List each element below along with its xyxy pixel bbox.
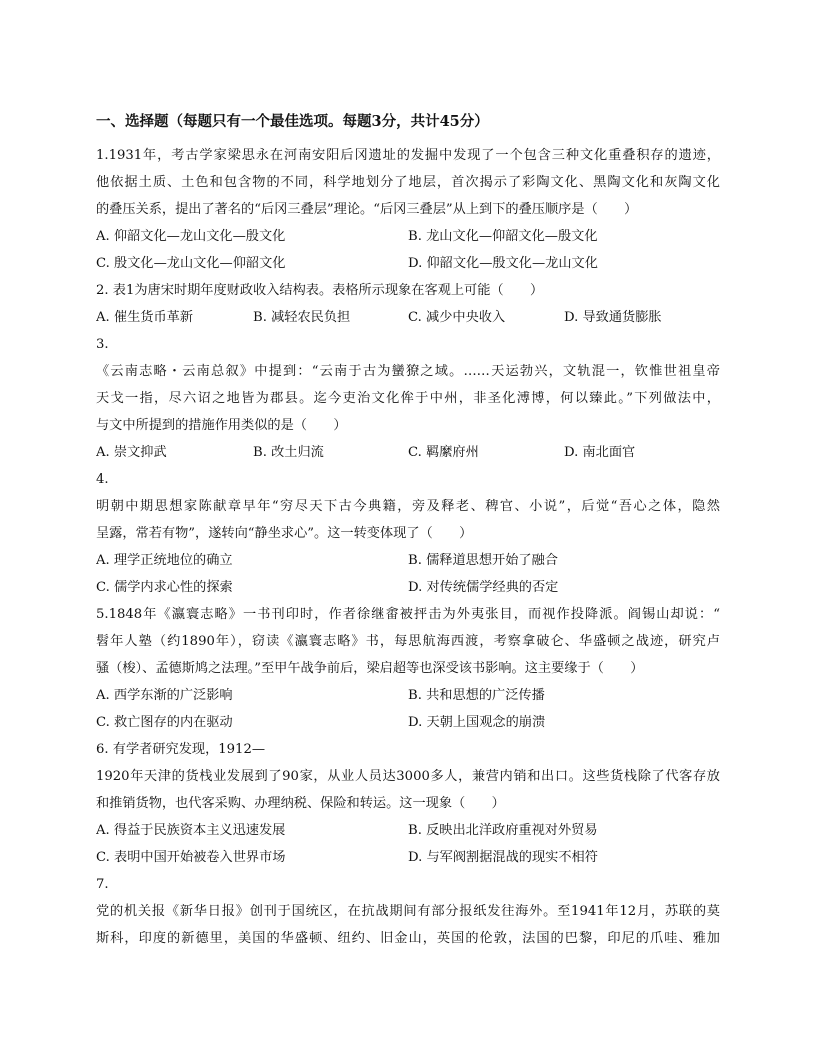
question-2-option-d[interactable]: D. 导致通货膨胀 — [564, 310, 662, 325]
question-6-option-b[interactable]: B. 反映出北洋政府重视对外贸易 — [408, 823, 598, 838]
question-3-line-1: 《云南志略・云南总叙》中提到：“云南于古为蠻獠之域。……天运勃兴，文轨混一，钦惟世祖皇帝 — [96, 364, 720, 379]
question-4-options-row-2 — [96, 578, 720, 605]
question-3-option-d[interactable]: D. 南北面官 — [564, 445, 636, 460]
question-6-option-d[interactable]: D. 与军阀割据混战的现实不相符 — [408, 850, 598, 865]
question-1-options-row-2 — [96, 254, 720, 281]
question-3-options-row — [96, 443, 720, 470]
question-1-option-d[interactable]: D. 仰韶文化—殷文化—龙山文化 — [408, 256, 598, 271]
question-1-option-b[interactable]: B. 龙山文化—仰韶文化—殷文化 — [408, 229, 598, 244]
question-4-options-row-1 — [96, 551, 720, 578]
question-5-options-row-2 — [96, 713, 720, 740]
question-3-line-3: 与文中所提到的措施作用类似的是（ ） — [96, 418, 347, 433]
question-3-number: 3. — [96, 337, 109, 352]
question-5-line-2: 髫年人塾（约1890年），窃读《瀛寰志略》书，每思航海西渡，考察拿破仑、华盛顿之战迹，研究卢 — [96, 634, 720, 649]
question-5-option-a[interactable]: A. 西学东渐的广泛影响 — [96, 688, 233, 703]
question-6-option-a[interactable]: A. 得益于民族资本主义迅速发展 — [96, 823, 286, 838]
question-2-options-row — [96, 308, 720, 335]
question-6-option-c[interactable]: C. 表明中国开始被卷入世界市场 — [96, 850, 286, 865]
question-4-line-1: 明朝中期思想家陈献章早年“穷尽天下古今典籍，旁及释老、稗官、小说”，后觉“吾心之体，隐然 — [96, 499, 720, 514]
question-5-line-3: 骚（梭）、孟德斯鸠之法理。”至甲午战争前后，梁启超等也深受该书影响。这主要缘于（ ） — [96, 661, 644, 676]
question-5-option-b[interactable]: B. 共和思想的广泛传播 — [408, 688, 545, 703]
question-4-line-2: 呈露，常若有物”，遂转向“静坐求心”。这一转变体现了（ ） — [96, 526, 473, 541]
question-7-line-2: 斯科，印度的新德里，美国的华盛顿、纽约、旧金山，英国的伦敦，法国的巴黎，印尼的爪哇、雅加 — [96, 931, 720, 946]
question-list — [96, 146, 720, 956]
question-2-stem: 2. 表1为唐宋时期年度财政收入结构表。表格所示现象在客观上可能（ ） — [96, 283, 544, 298]
question-6-options-row-2 — [96, 848, 720, 875]
question-6-line-2: 1920年天津的货栈业发展到了90家，从业人员达3000多人，兼营内销和出口。这些货栈除了代客存放 — [96, 769, 720, 784]
section-heading: 一、选择题（每题只有一个最佳选项。每题3分，共计45分） — [96, 113, 489, 130]
question-4-number: 4. — [96, 472, 109, 487]
question-5-option-c[interactable]: C. 救亡图存的内在驱动 — [96, 715, 233, 730]
question-2-option-a[interactable]: A. 催生货币革新 — [96, 310, 194, 325]
question-2-option-b[interactable]: B. 减轻农民负担 — [253, 310, 351, 325]
question-5-options-row-1 — [96, 686, 720, 713]
question-3-line-2: 天戈一指，尽六诏之地皆为郡县。迄今吏治文化侔于中州，非圣化溥博，何以臻此。”下列做法中， — [96, 391, 720, 406]
question-4-option-c[interactable]: C. 儒学内求心性的探索 — [96, 580, 233, 595]
question-4-option-b[interactable]: B. 儒释道思想开始了融合 — [408, 553, 558, 568]
question-7-line-1: 党的机关报《新华日报》创刊于国统区，在抗战期间有部分报纸发往海外。至1941年12月，苏联的莫 — [96, 904, 720, 919]
question-5-line-1: 5.1848年《瀛寰志略》一书刊印时，作者徐继畬被抨击为外夷张目，而视作投降派。阎锡山却说：“ — [96, 607, 720, 622]
question-1-line-1: 1.1931年，考古学家梁思永在河南安阳后冈遗址的发掘中发现了一个包含三种文化重叠积存的遗迹， — [96, 148, 720, 163]
question-1-line-3: 的叠压关系，提出了著名的“后冈三叠层”理论。“后冈三叠层”从上到下的叠压顺序是（ ） — [96, 202, 638, 217]
question-1-option-c[interactable]: C. 殷文化—龙山文化—仰韶文化 — [96, 256, 286, 271]
question-7-number: 7. — [96, 877, 109, 892]
question-2-option-c[interactable]: C. 减少中央收入 — [408, 310, 506, 325]
question-1-options-row-1 — [96, 227, 720, 254]
question-1-line-2: 他依据土质、土色和包含物的不同，科学地划分了地层，首次揭示了彩陶文化、黑陶文化和灰陶文化 — [96, 175, 720, 190]
question-6-line-3: 和推销货物，也代客采购、办理纳税、保险和转运。这一现象（ ） — [96, 796, 505, 811]
question-6-options-row-1 — [96, 821, 720, 848]
question-6-line-1: 6. 有学者研究发现，1912— — [96, 742, 266, 757]
question-4-option-a[interactable]: A. 理学正统地位的确立 — [96, 553, 233, 568]
question-1-option-a[interactable]: A. 仰韶文化—龙山文化—殷文化 — [96, 229, 286, 244]
question-3-option-b[interactable]: B. 改土归流 — [253, 445, 324, 460]
question-3-option-a[interactable]: A. 崇文抑武 — [96, 445, 167, 460]
question-5-option-d[interactable]: D. 天朝上国观念的崩溃 — [408, 715, 546, 730]
question-4-option-d[interactable]: D. 对传统儒学经典的否定 — [408, 580, 559, 595]
question-3-option-c[interactable]: C. 羁縻府州 — [408, 445, 479, 460]
